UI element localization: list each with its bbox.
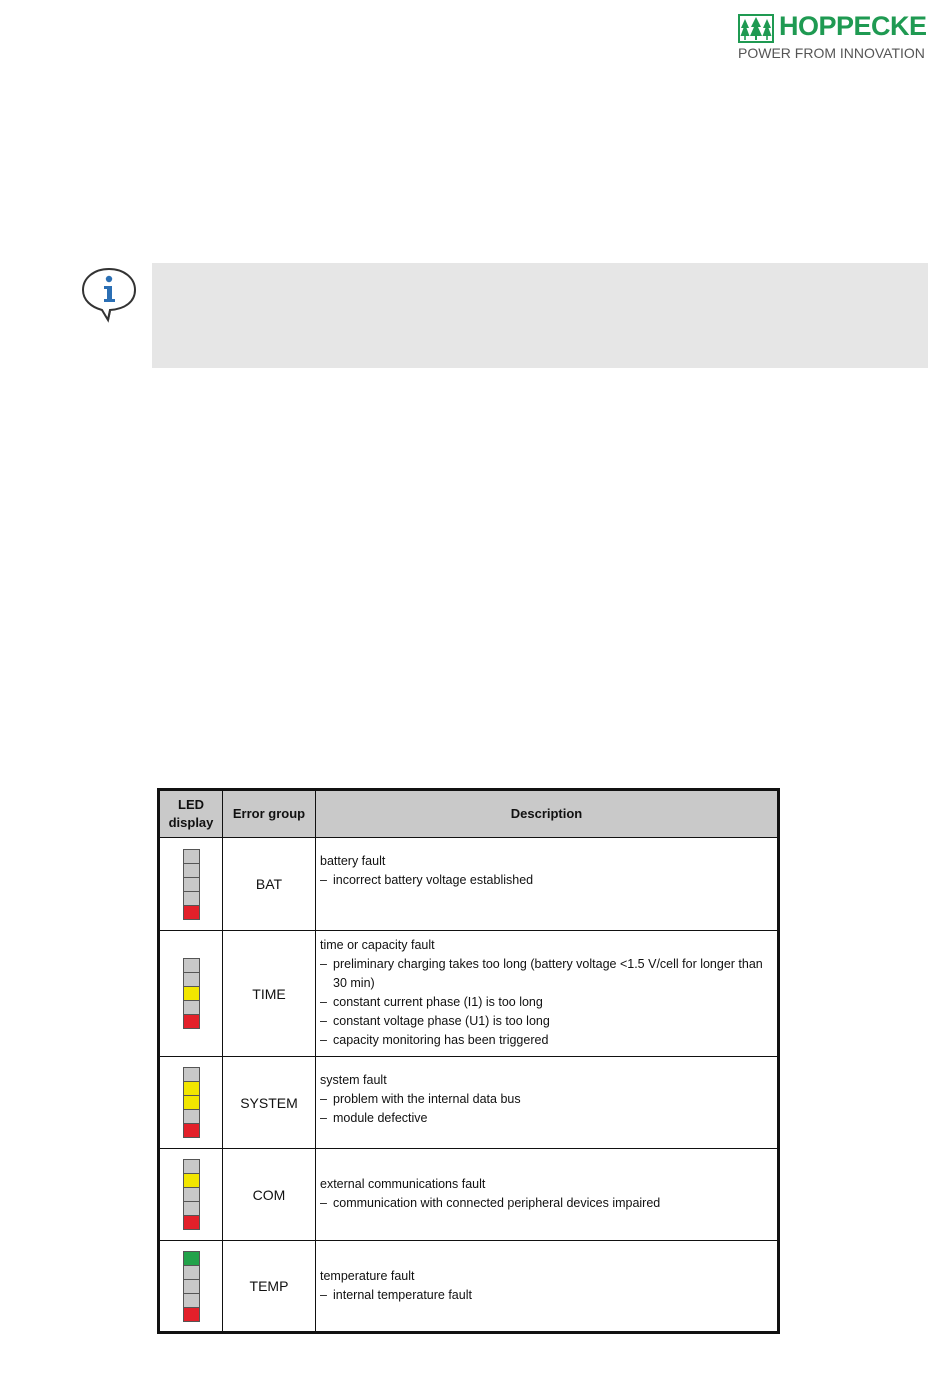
- fault-detail: – problem with the internal data bus: [320, 1090, 773, 1109]
- led-segment-off: [184, 1280, 199, 1294]
- fault-detail: – communication with connected peripheral devices impaired: [320, 1194, 773, 1213]
- led-segment-off: [184, 1294, 199, 1308]
- fault-detail: – constant voltage phase (U1) is too long: [320, 1012, 773, 1031]
- table-row: [159, 1241, 779, 1333]
- info-icon: [80, 265, 140, 323]
- led-segment-off: [184, 959, 199, 973]
- led-segment-off: [184, 1160, 199, 1174]
- led-segment-yellow: [184, 987, 199, 1001]
- led-segment-off: [184, 1068, 199, 1082]
- fault-title: battery fault: [320, 854, 386, 868]
- logo-tagline: POWER FROM INNOVATION: [738, 45, 925, 61]
- led-segment-red: [184, 906, 199, 919]
- led-segment-off: [184, 1266, 199, 1280]
- error-group: TIME: [223, 931, 316, 1057]
- led-display: [159, 931, 223, 1057]
- fault-detail: – module defective: [320, 1109, 773, 1128]
- table-header-row: [159, 790, 779, 838]
- led-segment-off: [184, 1188, 199, 1202]
- error-group: TEMP: [223, 1241, 316, 1333]
- fault-detail: – capacity monitoring has been triggered: [320, 1031, 773, 1050]
- error-table: [157, 788, 780, 1334]
- led-segment-off: [184, 864, 199, 878]
- fault-detail: – constant current phase (I1) is too long: [320, 993, 773, 1012]
- led-segment-off: [184, 892, 199, 906]
- fault-title: time or capacity fault: [320, 938, 435, 952]
- description: [316, 838, 779, 931]
- fault-title: system fault: [320, 1073, 387, 1087]
- led-indicator: [183, 958, 200, 1029]
- led-segment-red: [184, 1015, 199, 1028]
- tree-logo-icon: [738, 14, 774, 43]
- fault-title: external communications fault: [320, 1177, 486, 1191]
- led-display: [159, 838, 223, 931]
- led-segment-off: [184, 1110, 199, 1124]
- header-error-group: Error group: [223, 790, 316, 838]
- led-segment-red: [184, 1124, 199, 1137]
- error-group: SYSTEM: [223, 1057, 316, 1149]
- led-segment-yellow: [184, 1082, 199, 1096]
- description: [316, 1241, 779, 1333]
- led-indicator: [183, 1067, 200, 1138]
- led-segment-off: [184, 1202, 199, 1216]
- led-segment-off: [184, 973, 199, 987]
- header-led-display: LED display: [159, 790, 223, 838]
- led-indicator: [183, 849, 200, 920]
- table-row: [159, 931, 779, 1057]
- led-segment-yellow: [184, 1174, 199, 1188]
- led-display: [159, 1241, 223, 1333]
- description: [316, 1057, 779, 1149]
- fault-detail: – preliminary charging takes too long (battery voltage <1.5 V/cell for longer than 30 min): [320, 955, 773, 993]
- table-row: [159, 1057, 779, 1149]
- table-row: [159, 1149, 779, 1241]
- header-description: Description: [316, 790, 779, 838]
- led-segment-off: [184, 1001, 199, 1015]
- led-indicator: [183, 1159, 200, 1230]
- led-segment-green: [184, 1252, 199, 1266]
- error-group: COM: [223, 1149, 316, 1241]
- fault-title: temperature fault: [320, 1269, 415, 1283]
- led-display: [159, 1057, 223, 1149]
- logo-wordmark: HOPPECKE: [779, 11, 927, 41]
- error-group: BAT: [223, 838, 316, 931]
- description: [316, 1149, 779, 1241]
- led-segment-red: [184, 1216, 199, 1229]
- hoppecke-logo: [738, 11, 932, 62]
- table-row: [159, 838, 779, 931]
- note-box: [152, 263, 928, 368]
- led-display: [159, 1149, 223, 1241]
- fault-detail: – incorrect battery voltage established: [320, 871, 773, 890]
- led-segment-yellow: [184, 1096, 199, 1110]
- led-indicator: [183, 1251, 200, 1322]
- led-segment-off: [184, 878, 199, 892]
- fault-detail: – internal temperature fault: [320, 1286, 773, 1305]
- led-segment-off: [184, 850, 199, 864]
- description: [316, 931, 779, 1057]
- led-segment-red: [184, 1308, 199, 1321]
